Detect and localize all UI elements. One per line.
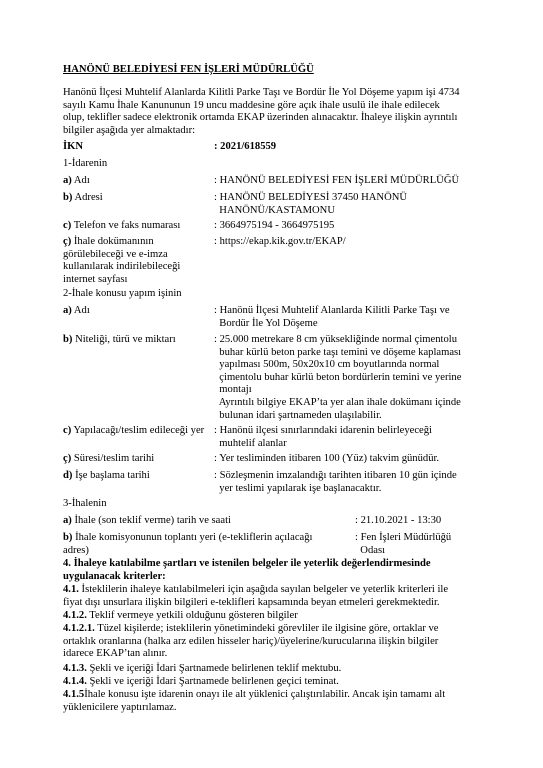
s3-place-label: b) İhale komisyonunun toplantı yeri (e-tekliflerin açılacağı adres) [63, 532, 313, 556]
item-4-1-4: 4.1.4. Şekli ve içeriği İdari Şartnamede belirlenen geçici teminat. [63, 676, 339, 687]
s2-start-label: d) İşe başlama tarihi [63, 470, 150, 481]
s1-website-value: : https://ekap.kik.gov.tr/EKAP/ [214, 236, 346, 247]
section1-heading: 1-İdarenin [63, 158, 108, 169]
s1-phone-label: c) Telefon ve faks numarası [63, 220, 181, 231]
s2-name-value: : Hanönü İlçesi Muhtelif Alanlarda Kilitli Parke Taşı ve Bordür İle Yol Döşeme [214, 305, 450, 329]
ikn-label: İKN [63, 141, 84, 152]
section2-heading: 2-İhale konusu yapım işinin [63, 288, 182, 299]
intro-line: sayılı Kamu İhale Kanununun 19 uncu maddesine göre açık ihale usulü ile ihale edilecek [63, 99, 440, 111]
s2-start-value: : Sözleşmenin imzalandığı tarihten itibaren 10 gün içinde yer teslimi yapılarak işe başlanacaktır. [214, 470, 457, 494]
s1-phone-value: : 3664975194 - 3664975195 [214, 220, 335, 231]
s2-location-label: c) Yapılacağı/teslim edileceği yer [63, 425, 205, 436]
s2-location-value: : Hanönü ilçesi sınırlarındaki idarenin belirleyeceği muhtelif alanlar [214, 425, 432, 449]
intro-line: olup, teklifler sadece elektronik ortamda EKAP üzerinden alınacaktır. İhaleye ilişkin ayrıntılı [63, 112, 458, 124]
s2-name-label: a) Adı [63, 305, 90, 316]
s2-duration-value: : Yer tesliminden itibaren 100 (Yüz) takvim günüdür. [214, 453, 440, 464]
s2-quantity-value: : 25.000 metrekare 8 cm yüksekliğinde normal çimentolu buhar kürlü beton parke taşı temini ve döşeme kaplaması yapılması 500m, 50x20x10 cm boyutlarında normal çimentolu buhar kürlü beton bordürlerin temini ve yerine montajı Ayrıntılı bilgiye EKAP’ta yer alan ihale dokümanı içinde bulunan idari şartnameden ulaşılabilir. [214, 334, 462, 421]
page-title: HANÖNÜ BELEDİYESİ FEN İŞLERİ MÜDÜRLÜĞÜ [63, 64, 314, 75]
s3-date-label: a) İhale (son teklif verme) tarih ve saati [63, 515, 231, 526]
intro-line: bilgiler aşağıda yer almaktadır: [63, 124, 196, 136]
s3-date-value: : 21.10.2021 - 13:30 [355, 515, 442, 526]
s2-duration-label: ç) Süresi/teslim tarihi [63, 453, 155, 464]
intro-paragraph [63, 87, 488, 137]
s1-address-value: : HANÖNÜ BELEDİYESİ 37450 HANÖNÜ HANÖNÜ/KASTAMONU [214, 192, 408, 216]
item-4-1-2-1: 4.1.2.1. Tüzel kişilerde; isteklilerin yönetimindeki görevliler ile ilgisine göre, ortaklar ve ortaklık oranlarına (halka arz edilen hisseler hariç)/üyelerine/kurucularına ilişkin bilgiler idarece EKAP’tan alınır. [63, 623, 439, 660]
intro-line: Hanönü İlçesi Muhtelif Alanlarda Kilitli Parke Taşı ve Bordür İle Yol Döşeme yapım işi 4734 [63, 87, 460, 98]
s1-name-value: : HANÖNÜ BELEDİYESİ FEN İŞLERİ MÜDÜRLÜĞÜ [214, 175, 460, 186]
s1-address-label: b) Adresi [63, 192, 103, 203]
s3-place-value: : Fen İşleri Müdürlüğü Odası [355, 532, 452, 556]
section3-heading: 3-İhalenin [63, 498, 107, 509]
s2-quantity-label: b) Niteliği, türü ve miktarı [63, 334, 176, 345]
section4-heading: 4. İhaleye katılabilme şartları ve istenilen belgeler ile yeterlik değerlendirmesinde uygulanacak kriterler: [63, 558, 431, 582]
item-4-1-3: 4.1.3. Şekli ve içeriği İdari Şartnamede belirlenen teklif mektubu. [63, 663, 342, 674]
item-4-1-5: 4.1.5İhale konusu işte idarenin onayı ile alt yüklenici çalıştırılabilir. Ancak işin tamamı alt yüklenicilere yaptırılamaz. [63, 689, 446, 713]
ikn-value: : 2021/618559 [214, 141, 277, 152]
s1-website-label: ç) İhale dokümanının görülebileceği ve e-imza kullanılarak indirilebileceği internet sayfası [63, 236, 181, 285]
s1-name-label: a) Adı [63, 175, 90, 186]
item-4-1-2: 4.1.2. Teklif vermeye yetkili olduğunu gösteren bilgiler [63, 610, 298, 621]
item-4-1: 4.1. İsteklilerin ihaleye katılabilmeleri için aşağıda sayılan belgeler ve yeterlik kriterleri ile fiyat dışı unsurlara ilişkin bilgileri e-teklifleri kapsamında beyan etmeleri gerekmektedir. [63, 584, 449, 608]
